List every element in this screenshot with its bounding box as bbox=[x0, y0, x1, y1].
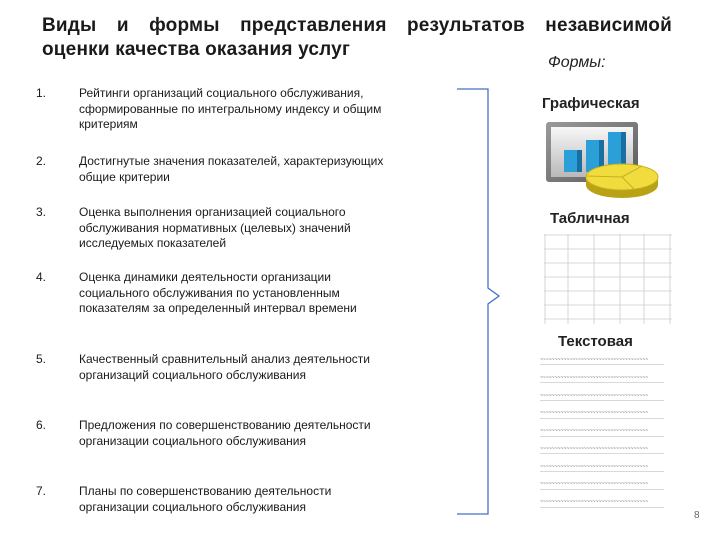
item-number: 2. bbox=[36, 154, 47, 168]
item-number: 3. bbox=[36, 205, 47, 219]
pie-chart-icon bbox=[586, 164, 658, 198]
item-number: 7. bbox=[36, 484, 47, 498]
text-line: ~~~~~~~~~~~~~~~~~~~~~~~~~~~~~~~~~~~~~ bbox=[540, 427, 664, 436]
item-number: 4. bbox=[36, 270, 47, 284]
item-text: Достигнутые значения показателей, характеризующих общие критерии bbox=[79, 154, 384, 184]
title-line-1: Виды и формы представления результатов независимой bbox=[42, 15, 672, 36]
text-line: ~~~~~~~~~~~~~~~~~~~~~~~~~~~~~~~~~~~~~ bbox=[540, 445, 664, 454]
item-number: 1. bbox=[36, 86, 47, 100]
text-line: ~~~~~~~~~~~~~~~~~~~~~~~~~~~~~~~~~~~~~ bbox=[540, 356, 664, 365]
table-sheet-icon bbox=[544, 234, 672, 324]
text-line: ~~~~~~~~~~~~~~~~~~~~~~~~~~~~~~~~~~~~~ bbox=[540, 498, 664, 507]
item-number: 5. bbox=[36, 352, 47, 366]
grouping-bracket bbox=[455, 88, 501, 516]
text-line: ~~~~~~~~~~~~~~~~~~~~~~~~~~~~~~~~~~~~~ bbox=[540, 374, 664, 383]
item-number: 6. bbox=[36, 418, 47, 432]
item-text: Предложения по совершенствованию деятельности организации социального обслуживания bbox=[79, 418, 371, 448]
item-text: Планы по совершенствованию деятельности организации социального обслуживания bbox=[79, 484, 332, 514]
text-line: ~~~~~~~~~~~~~~~~~~~~~~~~~~~~~~~~~~~~~ bbox=[540, 392, 664, 401]
text-line: ~~~~~~~~~~~~~~~~~~~~~~~~~~~~~~~~~~~~~ bbox=[540, 409, 664, 418]
item-text: Оценка динамики деятельности организации социального обслуживания по установленным показателям за определенный интервал времени bbox=[79, 270, 357, 315]
forms-label: Формы: bbox=[548, 54, 606, 71]
title-line-2: оценки качества оказания услуг bbox=[42, 39, 351, 60]
text-document-icon bbox=[540, 356, 664, 516]
form-name-text: Текстовая bbox=[558, 333, 633, 350]
item-text: Качественный сравнительный анализ деятельности организаций социального обслуживания bbox=[79, 352, 370, 382]
text-line: ~~~~~~~~~~~~~~~~~~~~~~~~~~~~~~~~~~~~~ bbox=[540, 463, 664, 472]
text-line: ~~~~~~~~~~~~~~~~~~~~~~~~~~~~~~~~~~~~~ bbox=[540, 480, 664, 489]
monitor-chart-icon bbox=[544, 120, 666, 200]
form-name-table: Табличная bbox=[550, 210, 630, 227]
item-text: Оценка выполнения организацией социального обслуживания нормативных (целевых) значений исследуемых показателей bbox=[79, 205, 351, 250]
item-text: Рейтинги организаций социального обслуживания, сформированные по интегральному индексу и общим критериям bbox=[79, 86, 382, 131]
page-number: 8 bbox=[694, 510, 700, 521]
form-name-graphic: Графическая bbox=[542, 95, 640, 112]
